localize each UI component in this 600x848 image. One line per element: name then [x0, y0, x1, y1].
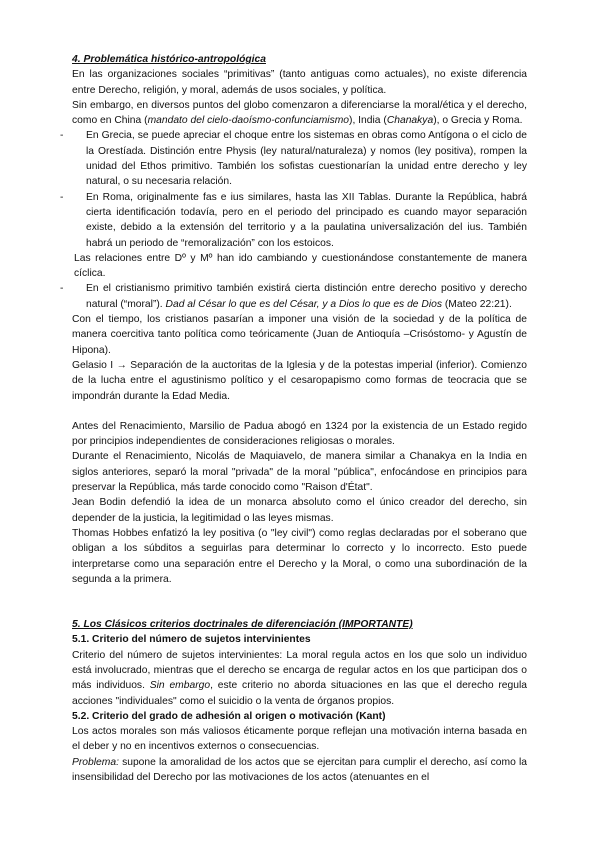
bullet-dash: -: [60, 191, 64, 203]
document-body: [60, 52, 527, 785]
bullet-item: - En Roma, originalmente fas e ius similares, hasta las XII Tablas. Durante la República, habrá cierta identificación todavía, pero en el periodo del principado es cuando mayor separación existe, debido a la extensión del territorio y a la paulatina universalización del ius. También habrá un periodo de “remoralización” con los estoicos.: [60, 191, 527, 249]
paragraph: Antes del Renacimiento, Marsilio de Padua abogó en 1324 por la existencia de un Estado regido por principios independientes de consideraciones religiosas o morales.: [72, 420, 527, 448]
spacer: [72, 404, 527, 419]
section-5-heading: 5. Los Clásicos criterios doctrinales de diferenciación (IMPORTANTE): [72, 619, 413, 631]
paragraph: Los actos morales son más valiosos éticamente porque reflejan una motivación interna basada en el deber y no en incentivos externos o consecuencias.: [72, 726, 527, 753]
paragraph: Las relaciones entre Dº y Mº han ido cambiando y cuestionándose constantemente de manera cíclica.: [74, 252, 527, 280]
spacer: [72, 587, 527, 617]
paragraph: Gelasio I → Separación de la auctoritas de la Iglesia y de la potestas imperial (inferior). Comienzo de la lucha entre el agustinismo político y el cesaropapismo como formas de teocracia que se impondrán durante la Edad Media.: [72, 359, 527, 402]
paragraph: Problema: supone la amoralidad de los actos que se ejercitan para cumplir el derecho, así como la insensibilidad del Derecho por las motivaciones de los actos (atenuantes en el: [72, 756, 527, 784]
bullet-dash: -: [60, 283, 64, 295]
paragraph: Durante el Renacimiento, Nicolás de Maquiavelo, de manera similar a Chanakya en la India en siglos anteriores, separó la moral "privada" de la moral "pública", enfocándose en principios para preservar la República, más tarde conocido como "Raison d'État".: [72, 451, 527, 494]
paragraph: En las organizaciones sociales “primitivas” (tanto antiguas como actuales), no existe diferencia entre Derecho, religión, y moral, además de usos sociales, y política.: [72, 69, 527, 96]
paragraph: Con el tiempo, los cristianos pasarían a imponer una visión de la sociedad y de la política de manera coercitiva tanto política como teóricamente (Juan de Antioquía –Crisóstomo- y Agustín de Hipona).: [72, 314, 527, 356]
paragraph: Thomas Hobbes enfatizó la ley positiva (o "ley civil") como reglas declaradas por el soberano que obligan a los súbditos a seguirlas para determinar lo correcto y lo incorrecto. Esto puede interpretarse como una separación entre el Derecho y la Moral, o como una subordinación de la segunda a la primera.: [72, 527, 527, 585]
paragraph: Jean Bodin defendió la idea de un monarca absoluto como el único creador del derecho, sin depender de la justicia, la legitimidad o las leyes mismas.: [72, 497, 527, 524]
section-4-heading: 4. Problemática histórico-antropológica: [72, 54, 266, 65]
paragraph: Sin embargo, en diversos puntos del globo comenzaron a diferenciarse la moral/ética y el derecho, como en China (mandato del cielo-daoísmo-confunciamismo), India (Chanakya), o Grecia y Roma.: [72, 99, 527, 127]
subsection-heading: 5.1. Criterio del número de sujetos intervinientes: [72, 634, 311, 646]
paragraph: Criterio del número de sujetos intervinientes: La moral regula actos en los que solo un individuo está involucrado, mientras que el derecho se encarga de regular actos en los que participan dos o más individuos. Sin embargo, este criterio no aborda situaciones en las que el derecho regula acciones "individuales" como el suicidio o la venta de órganos propios.: [72, 649, 527, 707]
bullet-item: - En Grecia, se puede apreciar el choque entre los sistemas en obras como Antígona o el ciclo de la Orestíada. Distinción entre Physis (ley natural/naturaleza) y nomos (ley positiva), rompen la unidad del Ethos primitivo. También los sofistas cuestionarían la unidad entre derecho y ley natural, o su necesaria relación.: [60, 130, 527, 188]
bullet-dash: -: [60, 130, 64, 142]
subsection-heading: 5.2. Criterio del grado de adhesión al origen o motivación (Kant): [72, 710, 386, 722]
bullet-item: - En el cristianismo primitivo también existirá cierta distinción entre derecho positivo y derecho natural (“moral”). Dad al César lo que es del César, y a Dios lo que es de Dios (Mateo 22:21).: [60, 283, 527, 310]
